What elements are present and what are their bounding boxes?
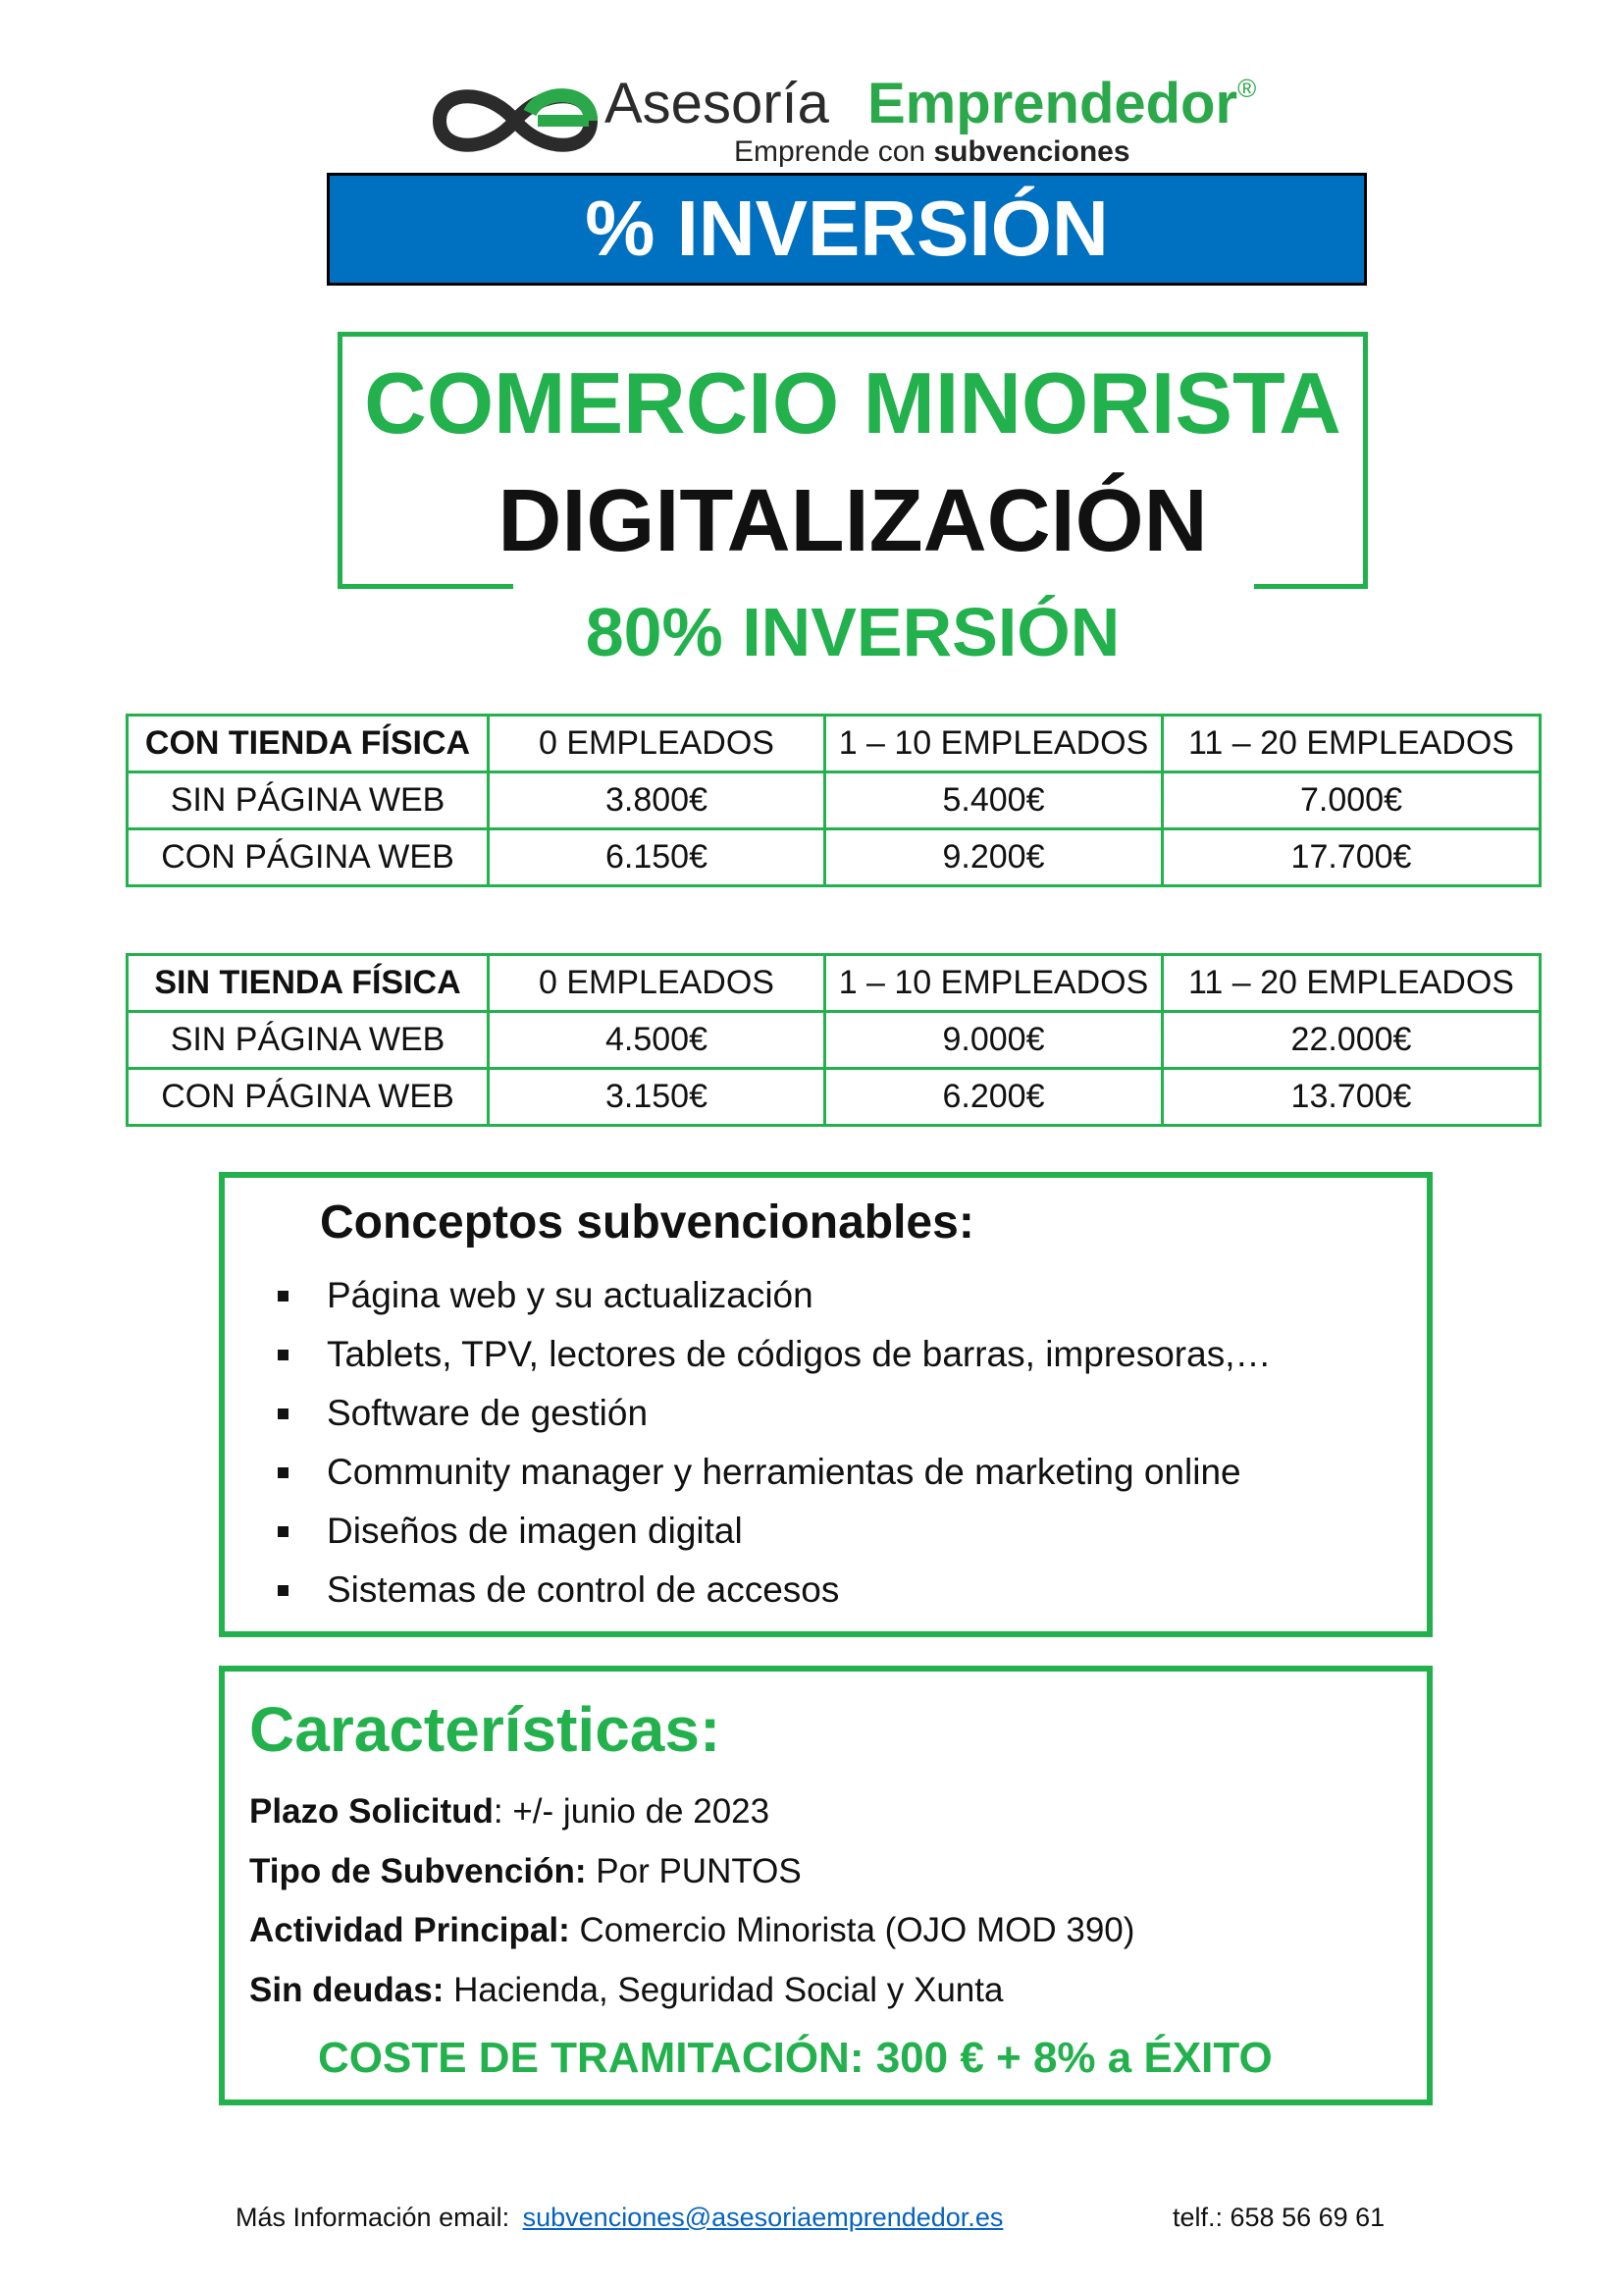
table-cell: CON PÁGINA WEB xyxy=(128,1069,489,1126)
table-cell: 9.200€ xyxy=(825,829,1163,886)
list-item: Tablets, TPV, lectores de códigos de barras, impresoras,… xyxy=(278,1325,1271,1384)
heading-percentage: 80% INVERSIÓN xyxy=(585,594,1121,670)
heading-program: DIGITALIZACIÓN xyxy=(498,472,1208,570)
table-header-row xyxy=(128,955,1541,1012)
list-item: Sistemas de control de accesos xyxy=(278,1561,1271,1620)
square-bullet-icon xyxy=(278,1291,288,1302)
table-cell: 22.000€ xyxy=(1163,1012,1541,1069)
table-cell: 6.150€ xyxy=(489,829,825,886)
feature-tipo: Tipo de Subvención: Por PUNTOS xyxy=(249,1852,802,1890)
list-item: Página web y su actualización xyxy=(278,1266,1271,1325)
list-item: Diseños de imagen digital xyxy=(278,1502,1271,1561)
table-header-cell: SIN TIENDA FÍSICA xyxy=(128,955,489,1012)
table-sin-tienda-fisica xyxy=(126,953,1542,1127)
footer-info xyxy=(236,2203,1003,2233)
square-bullet-icon xyxy=(278,1585,288,1596)
table-row xyxy=(128,1069,1541,1126)
brand-name-primary: Asesoría xyxy=(604,72,829,135)
table-con-tienda-fisica xyxy=(126,714,1542,887)
table-cell: 13.700€ xyxy=(1163,1069,1541,1126)
square-bullet-icon xyxy=(278,1526,288,1537)
table-header-cell: 0 EMPLEADOS xyxy=(489,955,825,1012)
list-item: Software de gestión xyxy=(278,1384,1271,1443)
table-header-row xyxy=(128,716,1541,772)
brand-tagline: Emprende con subvenciones xyxy=(734,135,1130,168)
brand-logo xyxy=(432,71,1257,169)
email-link[interactable]: subvenciones@asesoriaemprendedor.es xyxy=(522,2203,1004,2232)
registered-mark: ® xyxy=(1237,74,1257,103)
table-cell: SIN PÁGINA WEB xyxy=(128,772,489,829)
square-bullet-icon xyxy=(278,1350,288,1360)
brand-name-secondary: Emprendedor® xyxy=(867,72,1257,135)
square-bullet-icon xyxy=(278,1408,288,1419)
table-cell: 9.000€ xyxy=(825,1012,1163,1069)
footer-label: Más Información email: xyxy=(236,2203,510,2232)
table-row xyxy=(128,829,1541,886)
table-cell: 4.500€ xyxy=(489,1012,825,1069)
table-row xyxy=(128,772,1541,829)
table-cell: SIN PÁGINA WEB xyxy=(128,1012,489,1069)
table-cell: 5.400€ xyxy=(825,772,1163,829)
list-item: Community manager y herramientas de marketing online xyxy=(278,1443,1271,1502)
table-header-cell: 0 EMPLEADOS xyxy=(489,716,825,772)
table-header-cell: 1 – 10 EMPLEADOS xyxy=(825,955,1163,1012)
square-bullet-icon xyxy=(278,1467,288,1478)
table-cell: CON PÁGINA WEB xyxy=(128,829,489,886)
feature-actividad: Actividad Principal: Comercio Minorista (OJO MOD 390) xyxy=(249,1911,1135,1949)
infinity-logo-icon xyxy=(432,79,599,163)
table-cell: 3.800€ xyxy=(489,772,825,829)
heading-sector: COMERCIO MINORISTA xyxy=(364,354,1341,452)
processing-cost: COSTE DE TRAMITACIÓN: 300 € + 8% a ÉXITO xyxy=(318,2034,1273,2082)
table-cell: 3.150€ xyxy=(489,1069,825,1126)
table-cell: 7.000€ xyxy=(1163,772,1541,829)
concepts-list xyxy=(278,1266,1271,1620)
investment-banner: % INVERSIÓN xyxy=(327,173,1367,286)
feature-deudas: Sin deudas: Hacienda, Seguridad Social y Xunta xyxy=(249,1971,1004,2009)
table-cell: 6.200€ xyxy=(825,1069,1163,1126)
table-header-cell: CON TIENDA FÍSICA xyxy=(128,716,489,772)
feature-plazo: Plazo Solicitud: +/- junio de 2023 xyxy=(249,1792,770,1831)
concepts-title: Conceptos subvencionables: xyxy=(320,1196,974,1249)
table-header-cell: 11 – 20 EMPLEADOS xyxy=(1163,955,1541,1012)
table-cell: 17.700€ xyxy=(1163,829,1541,886)
table-row xyxy=(128,1012,1541,1069)
table-header-cell: 11 – 20 EMPLEADOS xyxy=(1163,716,1541,772)
footer-phone: telf.: 658 56 69 61 xyxy=(1173,2203,1386,2232)
table-header-cell: 1 – 10 EMPLEADOS xyxy=(825,716,1163,772)
features-title: Características: xyxy=(249,1694,721,1765)
